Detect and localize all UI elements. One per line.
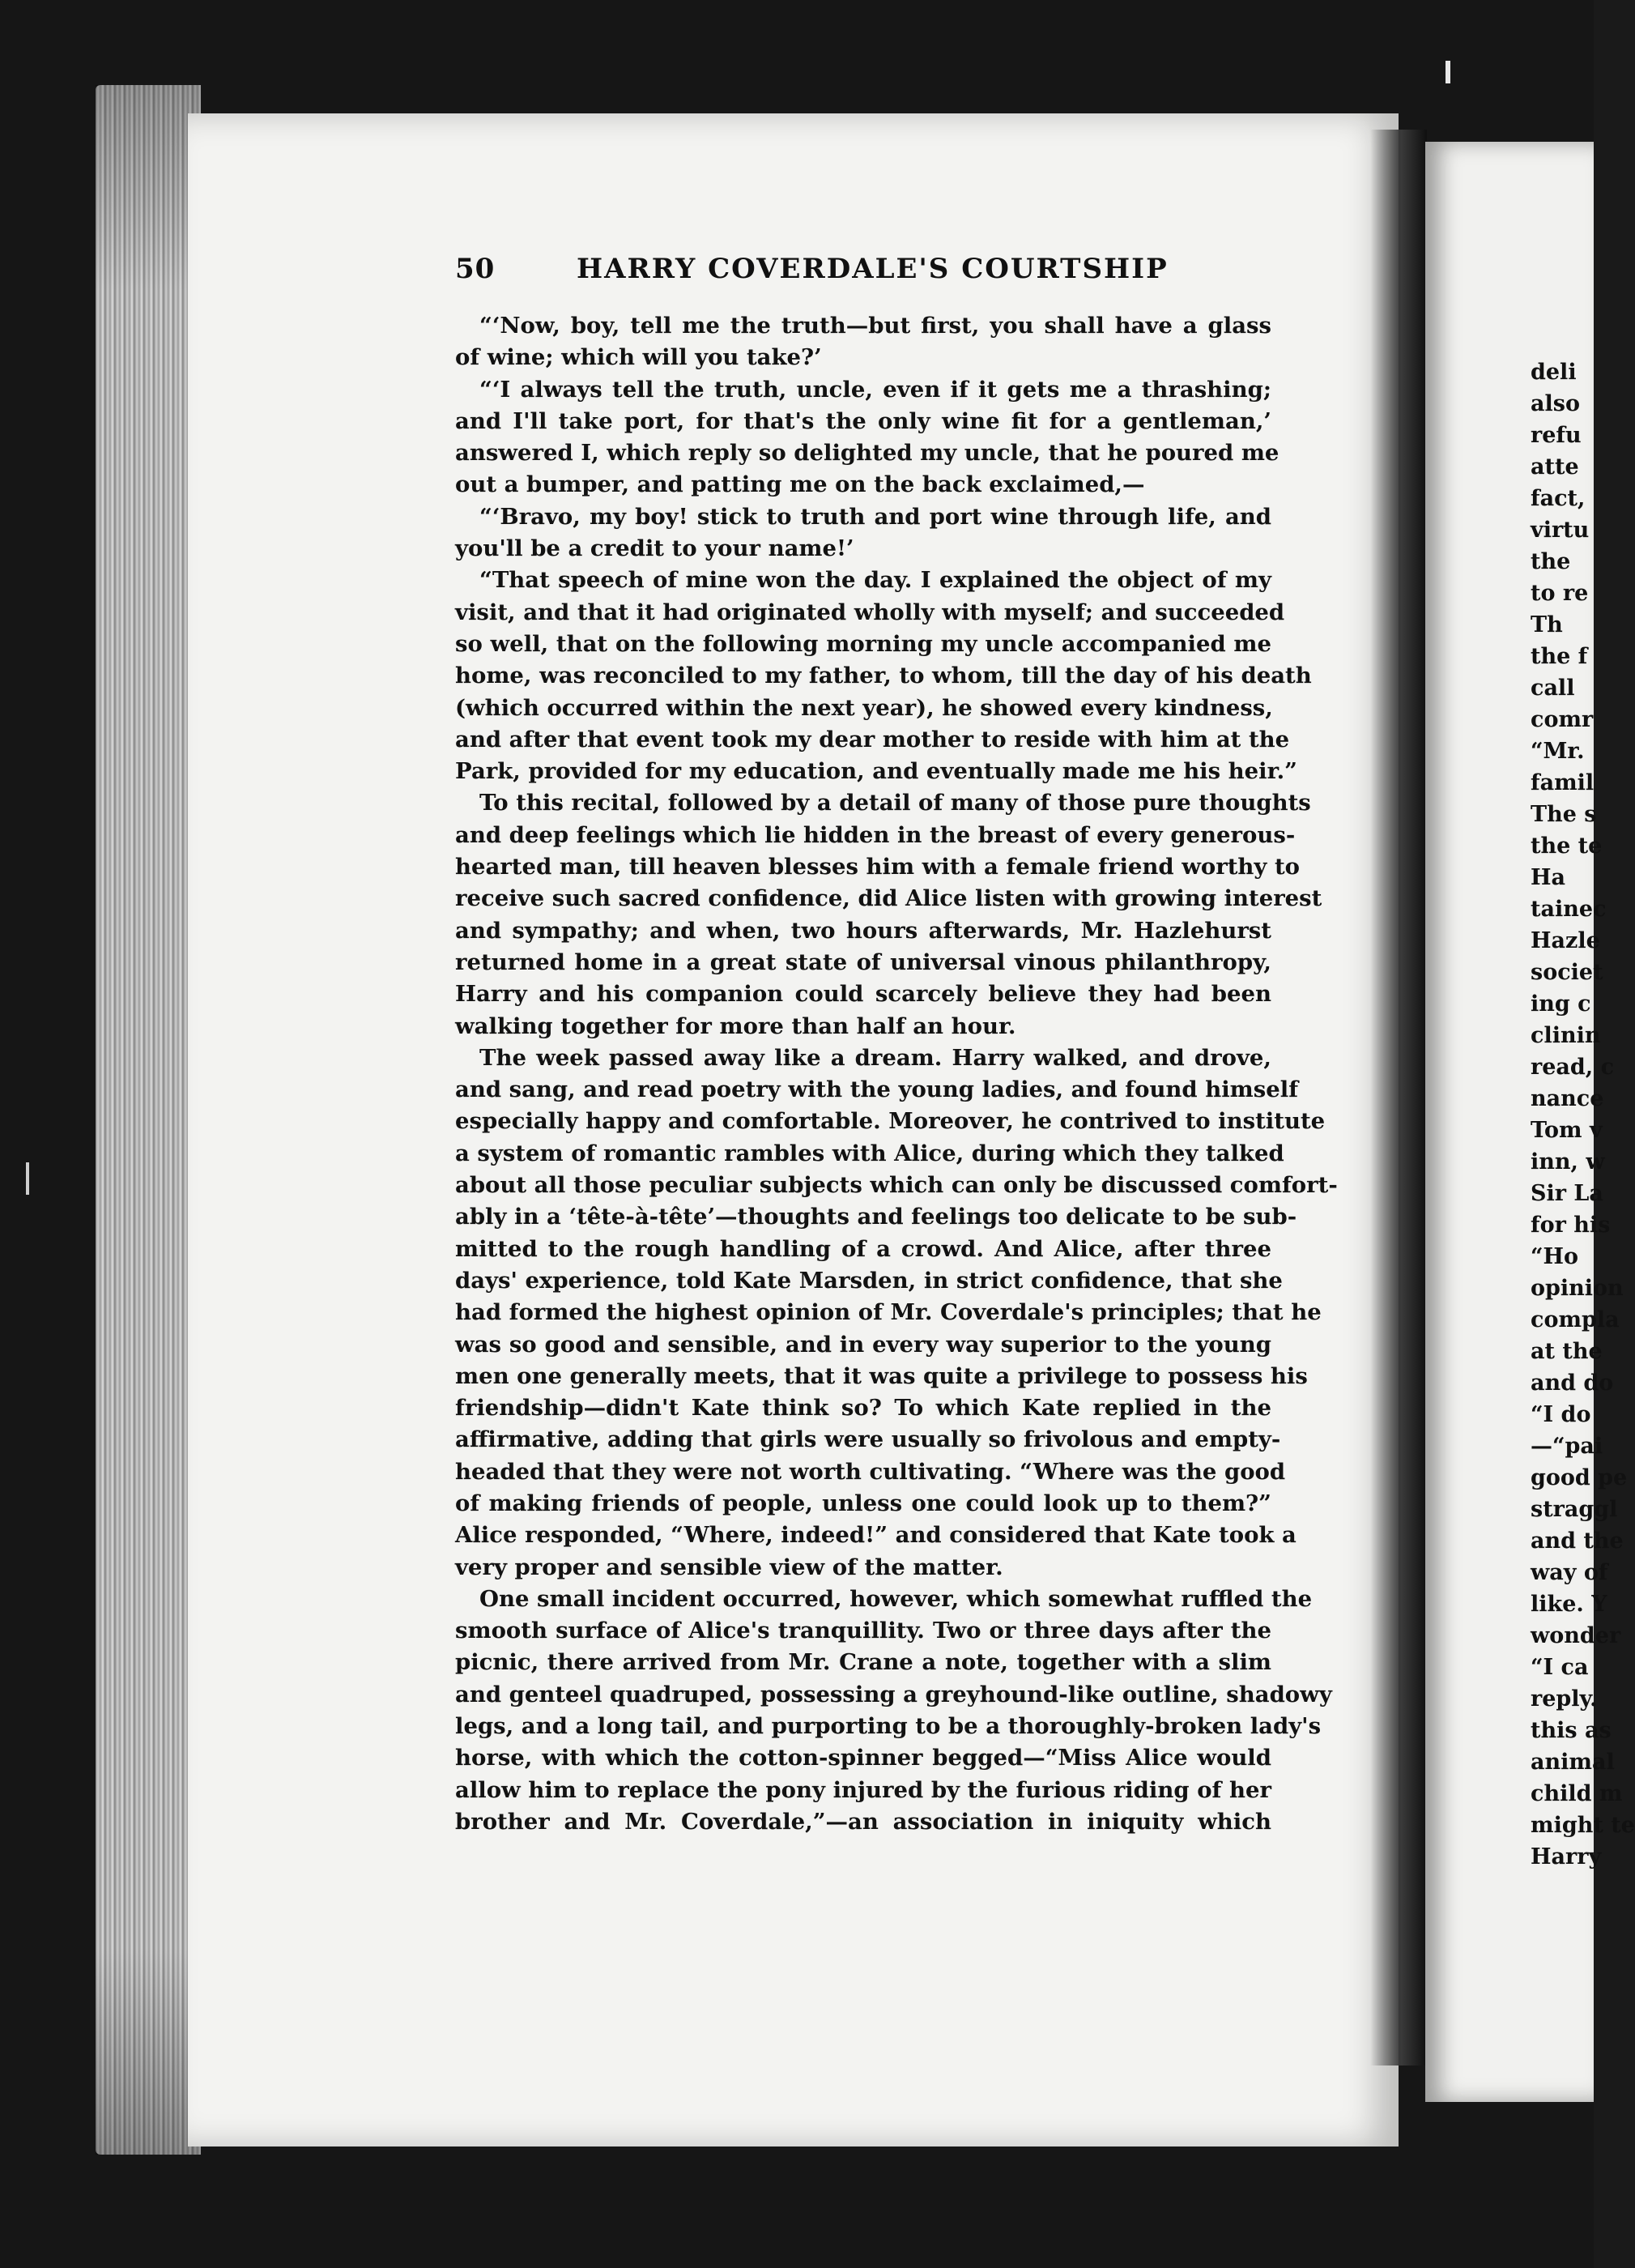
facing-line: “Mr. xyxy=(1531,739,1585,764)
facing-line: inn, w xyxy=(1531,1149,1605,1174)
facing-line: at the xyxy=(1531,1339,1603,1364)
text-line: answered I, which reply so delighted my uncle, that he poured me xyxy=(455,440,1279,467)
text-line: and sympathy; and when, two hours afterwards, Mr. Hazlehurst xyxy=(455,917,1271,944)
facing-line: animal xyxy=(1531,1750,1615,1775)
text-line: of making friends of people, unless one could look up to them?” xyxy=(455,1490,1271,1516)
facing-line: compla xyxy=(1531,1307,1620,1332)
facing-line: child m xyxy=(1531,1781,1623,1806)
facing-line: straggl xyxy=(1531,1497,1618,1522)
facing-line: the xyxy=(1531,549,1571,574)
facing-line: call xyxy=(1531,676,1575,701)
facing-line: might te xyxy=(1531,1813,1635,1838)
text-line: One small incident occurred, however, which somewhat ruffled the xyxy=(479,1585,1313,1612)
text-line: (which occurred within the next year), he showed every kindness, xyxy=(455,694,1273,721)
text-line: “‘I always tell the truth, uncle, even if it gets me a thrashing; xyxy=(479,376,1271,403)
text-line: you'll be a credit to your name!’ xyxy=(455,535,854,562)
facing-line: way of xyxy=(1531,1560,1608,1585)
facing-line: read, c xyxy=(1531,1055,1615,1080)
text-line: allow him to replace the pony injured by the furious riding of her xyxy=(455,1776,1271,1803)
facing-line: the f xyxy=(1531,644,1588,669)
scan-mark xyxy=(1446,61,1450,83)
text-line: very proper and sensible view of the matter. xyxy=(455,1554,1003,1580)
text-line: affirmative, adding that girls were usually so frivolous and empty- xyxy=(455,1426,1281,1453)
text-line: and sang, and read poetry with the young ladies, and found himself xyxy=(455,1076,1299,1103)
facing-line: reply. xyxy=(1531,1686,1598,1712)
facing-line: Harry xyxy=(1531,1844,1602,1869)
facing-line: “I do xyxy=(1531,1402,1591,1427)
text-line: receive such sacred confidence, did Alice listen with growing interest xyxy=(455,885,1322,912)
facing-line: clinin xyxy=(1531,1023,1601,1048)
text-line: so well, that on the following morning my uncle accompanied me xyxy=(455,630,1271,657)
facing-line: opinion xyxy=(1531,1276,1624,1301)
facing-line: deli xyxy=(1531,360,1577,385)
text-line: and I'll take port, for that's the only wine fit for a gentleman,’ xyxy=(455,407,1271,434)
facing-line: “I ca xyxy=(1531,1655,1589,1680)
text-line: and genteel quadruped, possessing a greyhound-like outline, shadowy xyxy=(455,1681,1332,1707)
facing-line: Sir La xyxy=(1531,1181,1603,1206)
text-line: and deep feelings which lie hidden in the breast of every generous- xyxy=(455,821,1296,848)
text-line: walking together for more than half an hour. xyxy=(455,1013,1016,1039)
facing-line: famil xyxy=(1531,770,1595,795)
page-number: 50 xyxy=(455,253,496,285)
facing-line: like. Y xyxy=(1531,1592,1607,1617)
text-line: was so good and sensible, and in every way superior to the young xyxy=(455,1331,1271,1358)
text-line: a system of romantic rambles with Alice, during which they talked xyxy=(455,1140,1284,1166)
facing-line: —“pai xyxy=(1531,1434,1603,1459)
text-line: days' experience, told Kate Marsden, in strict confidence, that she xyxy=(455,1267,1283,1294)
text-line: ably in a ‘tête-à-tête’—thoughts and feelings too delicate to be sub- xyxy=(455,1204,1297,1230)
facing-line: Th xyxy=(1531,612,1563,637)
text-line: returned home in a great state of universal vinous philanthropy, xyxy=(455,949,1271,975)
facing-line: Ha xyxy=(1531,865,1566,890)
text-line: Alice responded, “Where, indeed!” and considered that Kate took a xyxy=(455,1522,1297,1549)
text-line: mitted to the rough handling of a crowd. And Alice, after three xyxy=(455,1235,1271,1262)
page-header xyxy=(455,253,1278,293)
running-head: HARRY COVERDALE'S COURTSHIP xyxy=(577,253,1169,285)
text-line: “‘Bravo, my boy! stick to truth and port wine through life, and xyxy=(479,503,1271,530)
text-line: smooth surface of Alice's tranquillity. Two or three days after the xyxy=(455,1618,1271,1644)
facing-line: and the xyxy=(1531,1528,1624,1554)
facing-line: good pe xyxy=(1531,1465,1628,1490)
page-edges xyxy=(96,85,201,2155)
facing-line: Hazle xyxy=(1531,928,1600,953)
body-text xyxy=(455,310,1338,1838)
text-line: picnic, there arrived from Mr. Crane a note, together with a slim xyxy=(455,1649,1271,1676)
facing-line: Tom v xyxy=(1531,1118,1603,1143)
scan-mark xyxy=(26,1162,29,1195)
facing-line: The s xyxy=(1531,802,1597,827)
book-gutter xyxy=(1370,130,1427,2066)
text-line: brother and Mr. Coverdale,”—an association in iniquity which xyxy=(455,1808,1271,1835)
text-line: hearted man, till heaven blesses him with a female friend worthy to xyxy=(455,854,1301,880)
facing-line: to re xyxy=(1531,581,1589,606)
facing-line: ing c xyxy=(1531,991,1591,1017)
text-line: out a bumper, and patting me on the back exclaimed,— xyxy=(455,471,1145,498)
text-line: To this recital, followed by a detail of many of those pure thoughts xyxy=(479,790,1311,816)
text-line: about all those peculiar subjects which can only be discussed comfort- xyxy=(455,1172,1338,1199)
facing-line: for his xyxy=(1531,1213,1611,1238)
facing-line: atte xyxy=(1531,454,1579,480)
text-line: “‘Now, boy, tell me the truth—but first, you shall have a glass xyxy=(479,313,1271,339)
text-line: of wine; which will you take?’ xyxy=(455,344,822,371)
facing-line: and do xyxy=(1531,1371,1614,1396)
text-line: The week passed away like a dream. Harry walked, and drove, xyxy=(479,1044,1271,1071)
text-line: had formed the highest opinion of Mr. Coverdale's principles; that he xyxy=(455,1299,1322,1326)
facing-line: also xyxy=(1531,391,1580,416)
text-line: home, was reconciled to my father, to whom, till the day of his death xyxy=(455,663,1312,689)
facing-line: refu xyxy=(1531,423,1582,448)
text-line: visit, and that it had originated wholly with myself; and succeeded xyxy=(455,599,1285,625)
facing-line: this as xyxy=(1531,1718,1612,1743)
text-line: Park, provided for my education, and eventually made me his heir.” xyxy=(455,758,1297,785)
facing-line: the te xyxy=(1531,833,1603,859)
text-line: horse, with which the cotton-spinner begged—“Miss Alice would xyxy=(455,1745,1271,1771)
facing-line: tainec xyxy=(1531,897,1607,922)
text-line: legs, and a long tail, and purporting to be a thoroughly-broken lady's xyxy=(455,1713,1322,1740)
facing-line: societ xyxy=(1531,960,1603,985)
facing-line: virtu xyxy=(1531,518,1590,543)
text-line: especially happy and comfortable. Moreover, he contrived to institute xyxy=(455,1108,1326,1135)
facing-line: nance xyxy=(1531,1086,1604,1111)
text-line: men one generally meets, that it was quite a privilege to possess his xyxy=(455,1362,1308,1389)
facing-line: fact, xyxy=(1531,486,1586,511)
text-line: Harry and his companion could scarcely believe they had been xyxy=(455,981,1271,1008)
text-line: headed that they were not worth cultivating. “Where was the good xyxy=(455,1458,1286,1485)
text-line: friendship—didn't Kate think so? To which Kate replied in the xyxy=(455,1395,1271,1422)
facing-page-text xyxy=(1531,356,1635,1873)
text-line: “That speech of mine won the day. I explained the object of my xyxy=(479,567,1271,594)
facing-line: wonder xyxy=(1531,1623,1621,1648)
facing-line: comr xyxy=(1531,707,1594,732)
facing-line: “Ho xyxy=(1531,1244,1579,1269)
text-line: and after that event took my dear mother to reside with him at the xyxy=(455,726,1290,752)
